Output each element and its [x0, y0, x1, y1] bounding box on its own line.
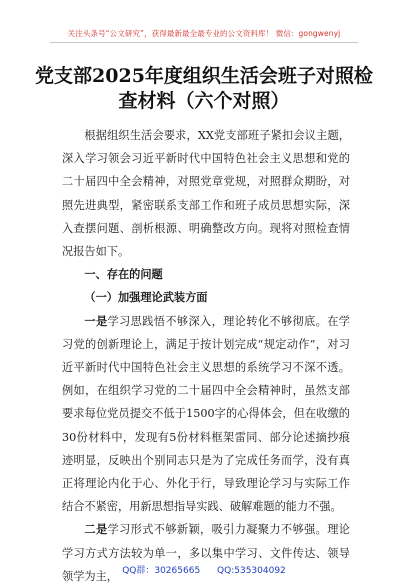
- paragraph-1-text: 学习思践悟不够深入，理论转化不够彻底。在学习党的创新理论上，满足于按计划完成“规定动作”，对习近平新时代中国特色社会主义思想的系统学习不深不透。例如，在组织学习党的二十届四中全会精神时，虽然支部要求每位党员提交不低于1500字的心得体会，但在收缴的30份材料中，发现有5份材料框架雷同、部分论述摘抄痕迹明显，反映出个别同志只是为了完成任务而学，没有真正将理论内化于心、外化于行，导致理论学习与实际工作结合不紧密，用新思想指导实践、破解难题的能力不强。: [62, 314, 350, 514]
- title-line-1: 党支部2025年度组织生活会班子对照检: [35, 65, 373, 87]
- paragraph-2: [62, 518, 350, 588]
- paragraph-1: [62, 310, 350, 519]
- title-line-2: 查材料（六个对照）: [118, 90, 290, 112]
- header-divider: [50, 42, 358, 43]
- section-heading: 一、存在的问题: [84, 268, 163, 282]
- subsection-heading: （一）加强理论武装方面: [84, 290, 208, 305]
- document-title: [30, 64, 378, 114]
- footer: [0, 563, 408, 576]
- paragraph-2-lead: 二是: [84, 522, 108, 537]
- paragraph-2-text: 学习形式不够新颖，吸引力凝聚力不够强。理论学习方式方法较为单一，多以集中学习、文件传达、领导领学为主，: [62, 523, 350, 583]
- paragraph-1-lead: 一是: [84, 313, 108, 328]
- document-body: [62, 124, 350, 588]
- intro-paragraph: 根据组织生活会要求，XX党支部班子紧扣会议主题，深入学习领会习近平新时代中国特色社会主义思想和党的二十届四中全会精神，对照党章党规，对照群众期盼，对照先进典型，紧密联系支部工作和班子成员思想实际，深入查摆问题、剖析根源、明确整改方向。现将对照检查情况报告如下。: [62, 129, 350, 259]
- header-notice: 关注头条号“公文研究”，获得最新最全最专业的公文资料库！ 微信：gongwenyj: [67, 29, 341, 38]
- footer-qq: QQ:535304092: [217, 566, 286, 576]
- footer-qq-group: QQ群：30265665: [122, 566, 201, 576]
